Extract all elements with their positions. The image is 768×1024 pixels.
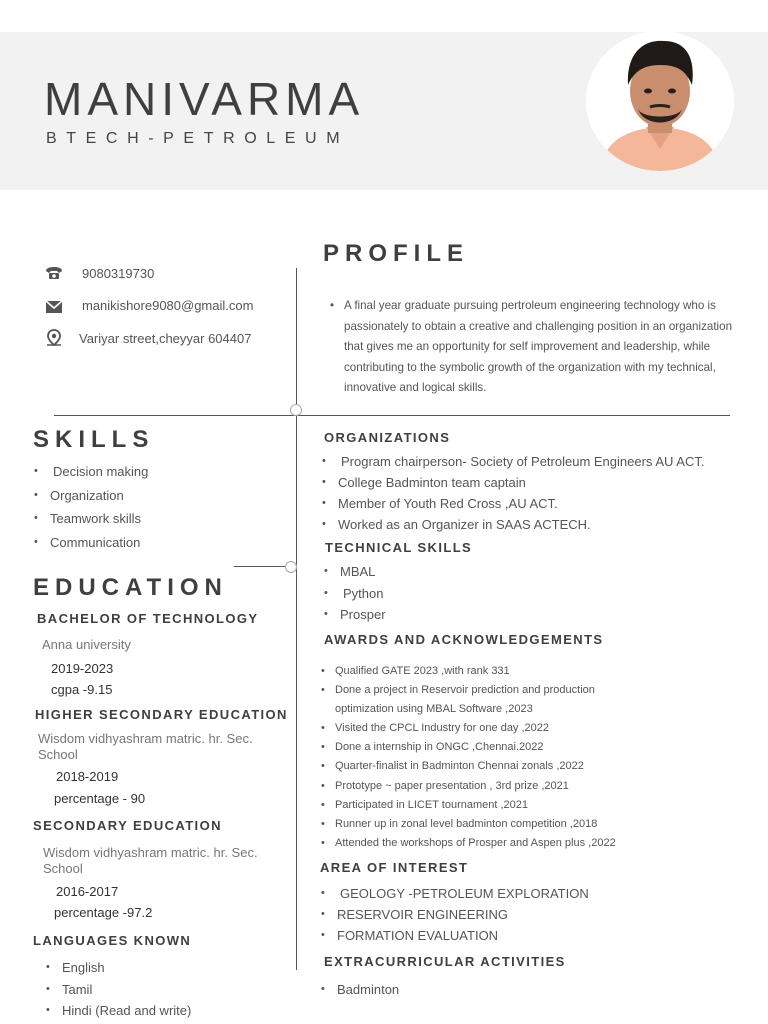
skill-item: • Communication bbox=[34, 531, 148, 555]
interest-list bbox=[321, 883, 589, 946]
award-item: • Quarter-finalist in Badminton Chennai zonals ,2022 bbox=[321, 757, 616, 776]
email-address: manikishore9080@gmail.com bbox=[82, 298, 254, 313]
extracurricular-heading: EXTRACURRICULAR ACTIVITIES bbox=[324, 954, 566, 969]
education-school: Wisdom vidhyashram matric. hr. Sec. bbox=[43, 845, 258, 860]
education-school: Wisdom vidhyashram matric. hr. Sec. bbox=[38, 731, 253, 746]
education-title: HIGHER SECONDARY EDUCATION bbox=[35, 707, 288, 722]
award-item: • Done a project in Reservoir prediction and production bbox=[321, 681, 616, 700]
awards-list bbox=[321, 662, 616, 853]
skills-heading: SKILLS bbox=[33, 426, 155, 453]
award-item: • Attended the workshops of Prosper and Aspen plus ,2022 bbox=[321, 834, 616, 853]
award-item-cont: optimization using MBAL Software ,2023 bbox=[335, 703, 533, 716]
horizontal-divider-education bbox=[234, 566, 292, 567]
avatar-illustration bbox=[586, 31, 734, 171]
extracurricular-item: • Badminton bbox=[321, 979, 399, 1000]
vertical-divider bbox=[296, 268, 297, 970]
organizations-list bbox=[322, 451, 704, 535]
organization-item: • College Badminton team captain bbox=[322, 472, 704, 493]
languages-heading: LANGUAGES KNOWN bbox=[33, 933, 192, 948]
interest-item: • GEOLOGY -PETROLEUM EXPLORATION bbox=[321, 883, 589, 904]
technical-skills-heading: TECHNICAL SKILLS bbox=[325, 540, 473, 555]
education-score: percentage - 90 bbox=[54, 791, 146, 806]
education-years: 2018-2019 bbox=[56, 769, 119, 784]
bullet: • bbox=[330, 299, 335, 312]
education-title: SECONDARY EDUCATION bbox=[33, 818, 222, 833]
award-item: • Runner up in zonal level badminton competition ,2018 bbox=[321, 815, 616, 834]
profile-text: A final year graduate pursuing pertroleum engineering technology who is passionately to obtain a creative and challenging position in an organization that gives me an opportunity for self improvement and leadership, while contributing to the symbolic growth of the organization with my technical, innovative and logical skills. bbox=[344, 299, 733, 394]
organization-item: • Member of Youth Red Cross ,AU ACT. bbox=[322, 493, 704, 514]
skill-item: • Teamwork skills bbox=[34, 507, 148, 531]
education-years: 2016-2017 bbox=[56, 884, 119, 899]
profile-heading: PROFILE bbox=[323, 240, 470, 267]
award-item: • Prototype ~ paper presentation , 3rd prize ,2021 bbox=[321, 777, 616, 796]
divider-node-top bbox=[290, 404, 302, 416]
phone-number: 9080319730 bbox=[82, 266, 155, 281]
languages-list bbox=[46, 957, 191, 1022]
technical-skill-item: • Prosper bbox=[324, 604, 386, 626]
technical-skill-item: • MBAL bbox=[324, 561, 386, 583]
technical-skill-item: • Python bbox=[324, 583, 386, 605]
education-score: cgpa -9.15 bbox=[51, 682, 113, 697]
language-item: • English bbox=[46, 957, 191, 979]
email-icon bbox=[44, 298, 64, 316]
candidate-name: MANIVARMA bbox=[44, 73, 365, 125]
award-item: • Qualified GATE 2023 ,with rank 331 bbox=[321, 662, 616, 681]
address: Variyar street,cheyyar 604407 bbox=[79, 331, 252, 346]
divider-node-education bbox=[285, 561, 297, 573]
phone-icon bbox=[44, 265, 64, 283]
education-years: 2019-2023 bbox=[51, 661, 114, 676]
award-item: • Participated in LICET tournament ,2021 bbox=[321, 796, 616, 815]
location-icon bbox=[44, 329, 64, 347]
organization-item: • Worked as an Organizer in SAAS ACTECH. bbox=[322, 514, 704, 535]
candidate-subtitle: BTECH-PETROLEUM bbox=[46, 130, 350, 147]
award-item: • Visited the CPCL Industry for one day ,2022 bbox=[321, 719, 616, 738]
extracurricular-list bbox=[321, 979, 399, 1000]
technical-skills-list bbox=[324, 561, 386, 626]
language-item: • Hindi (Read and write) bbox=[46, 1000, 191, 1022]
interest-item: • RESERVOIR ENGINEERING bbox=[321, 904, 589, 925]
skills-list bbox=[34, 460, 148, 555]
profile-photo bbox=[586, 31, 734, 171]
skill-item: • Organization bbox=[34, 484, 148, 508]
interest-item: • FORMATION EVALUATION bbox=[321, 925, 589, 946]
education-heading: EDUCATION bbox=[33, 574, 228, 601]
award-item: • Done a internship in ONGC ,Chennai.2022 bbox=[321, 738, 616, 757]
organization-item: • Program chairperson- Society of Petroleum Engineers AU ACT. bbox=[322, 451, 704, 472]
profile-summary bbox=[330, 296, 740, 399]
education-school: Anna university bbox=[42, 637, 131, 652]
education-score: percentage -97.2 bbox=[54, 905, 153, 920]
horizontal-divider-top bbox=[54, 415, 730, 416]
education-title: BACHELOR OF TECHNOLOGY bbox=[37, 611, 259, 626]
organizations-heading: ORGANIZATIONS bbox=[324, 430, 451, 445]
language-item: • Tamil bbox=[46, 979, 191, 1001]
awards-heading: AWARDS AND ACKNOWLEDGEMENTS bbox=[324, 632, 604, 647]
education-school-cont: School bbox=[43, 861, 83, 876]
education-school-cont: School bbox=[38, 747, 78, 762]
skill-item: • Decision making bbox=[34, 460, 148, 484]
interest-heading: AREA OF INTEREST bbox=[320, 860, 469, 875]
